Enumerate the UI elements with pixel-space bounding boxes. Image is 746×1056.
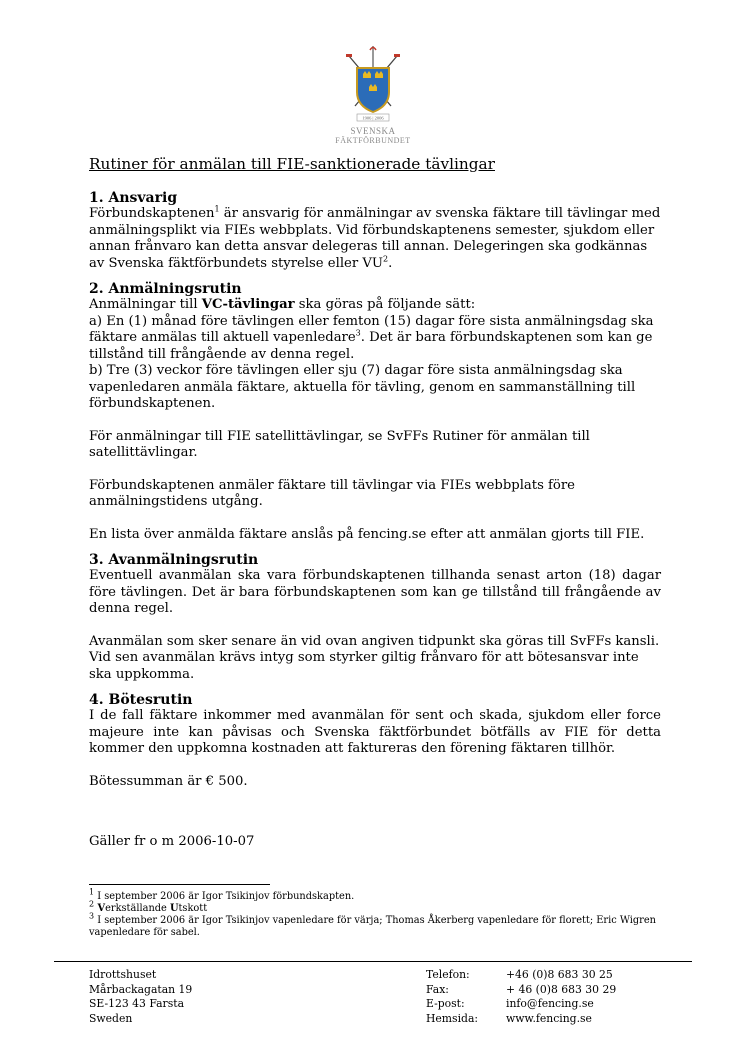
fax-value: + 46 (0)8 683 30 29: [506, 982, 617, 996]
phone-value: +46 (0)8 683 30 25: [506, 968, 613, 981]
section-heading: 4. Bötesrutin: [89, 692, 193, 708]
footnote-number: 3: [89, 911, 95, 921]
section-heading: 3. Avanmälningsrutin: [89, 552, 259, 568]
footnote-text: U: [169, 903, 179, 914]
section-paragraph: Avanmälan som sker senare än vid ovan angiven tidpunkt ska göras till SvFFs kansli. Vid sen avanmälan krävs intyg som styrker giltig frånvaro för att bötesansvar inte ska uppkomma.: [89, 633, 660, 682]
logo-line2: FÄKTFÖRBUNDET: [335, 136, 411, 145]
section-paragraph: [89, 314, 661, 364]
section-deregistration: [89, 552, 661, 683]
address-line: Mårbackagatan 19: [89, 982, 193, 996]
text: a) En (1) månad före tävlingen eller femton (15) dagar före sista anmälningsdag ska fäktare anmälas till aktuell vapenledare: [89, 313, 654, 345]
document-body: [89, 155, 661, 851]
contact-label: Fax:: [426, 982, 449, 996]
contact-label: Telefon:: [426, 968, 470, 981]
text: är ansvarig för anmälningar av svenska fäktare till tävlingar med anmälningsplikt via FIEs webbplats. Vid förbundskaptenens semester, sjukdom eller annan frånvaro kan detta ansvar delegeras till annan. Delegeringen ska godkännas av Svenska fäktförbundets styrelse eller VU: [89, 206, 661, 271]
footnote: [89, 887, 661, 903]
address-line: SE-123 43 Farsta: [89, 997, 185, 1010]
footnote-number: 1: [89, 887, 95, 897]
contact-label: Hemsida:: [426, 1011, 479, 1025]
footnote: [89, 911, 661, 939]
footnote-text: erkställande: [105, 903, 170, 914]
section-paragraph: Bötessumman är € 500.: [89, 773, 248, 789]
page-title: Rutiner för anmälan till FIE-sanktionerade tävlingar: [89, 155, 495, 173]
section-paragraph: Förbundskaptenen anmäler fäktare till tävlingar via FIEs webbplats före anmälningstidens utgång.: [89, 477, 575, 509]
footer-divider: [54, 961, 692, 962]
address-line: Sweden: [89, 1011, 133, 1025]
section-fines: [89, 692, 661, 790]
footnote-text: tskott: [178, 903, 208, 914]
text: . Det är bara förbundskaptenen som kan ge tillstånd till frångående av denna regel.: [89, 330, 653, 362]
contact-label: E-post:: [426, 997, 465, 1010]
section-paragraph: b) Tre (3) veckor före tävlingen eller sju (7) dagar före sista anmälningsdag ska vapenledaren anmäla fäktare, aktuella för tävling, genom en sammanställning till förbundskaptenen.: [89, 363, 636, 411]
footnote-ref: 3: [355, 328, 361, 338]
section-paragraph: I de fall fäktare inkommer med avanmälan för sent och skada, sjukdom eller force majeure inte kan påvisas och Svenska fäktförbundet bötfälls av FIE för detta kommer den uppkomna kostnaden att faktureras den förening fäktaren tillhör.: [89, 708, 661, 756]
footnote-text: I september 2006 är Igor Tsikinjov vapenledare för värja; Thomas Åkerberg vapenledare för florett; Eric Wigren vapenledare för sabel.: [89, 915, 656, 938]
footnote-ref: 1: [214, 204, 220, 214]
logo-years: 1906 | 2006: [362, 115, 384, 121]
footer-address: [89, 968, 192, 1026]
section-paragraph: En lista över anmälda fäktare anslås på fencing.se efter att anmälan gjorts till FIE.: [89, 526, 645, 542]
website-link[interactable]: www.fencing.se: [506, 1011, 592, 1025]
footnote-text: V: [94, 903, 106, 914]
section-paragraph: Eventuell avanmälan ska vara förbundskaptenen tillhanda senast arton (18) dagar före tävlingen. Det är bara förbundskaptenen som kan ge tillstånd till frångående av denna regel.: [89, 568, 661, 616]
text: Anmälningar till: [89, 297, 202, 312]
logo-line1: SVENSKA: [350, 126, 396, 136]
crest-icon: [333, 44, 413, 124]
email-link[interactable]: info@fencing.se: [506, 997, 594, 1010]
section-responsible: [89, 190, 661, 272]
bold-text: VC-tävlingar: [201, 297, 295, 312]
text: .: [388, 255, 393, 271]
text: Förbundskaptenen: [89, 206, 215, 221]
footnote: [89, 899, 661, 915]
valid-from: Gäller fr o m 2006-10-07: [89, 834, 255, 849]
footnote-number: 2: [89, 899, 95, 909]
footnote-text: I september 2006 är Igor Tsikinjov förbundskapten.: [94, 891, 355, 902]
footnotes: [89, 887, 661, 939]
address-line: Idrottshuset: [89, 968, 157, 981]
section-heading: 1. Ansvarig: [89, 190, 178, 206]
text: ska göras på följande sätt:: [294, 297, 476, 312]
section-paragraph: För anmälningar till FIE satellittävlingar, se SvFFs Rutiner för anmälan till satellittävlingar.: [89, 428, 590, 460]
section-paragraph: [89, 297, 661, 314]
footnote-divider: [89, 884, 270, 885]
footer-contact-labels: [426, 968, 478, 1026]
footnote-ref: 2: [382, 254, 389, 264]
footer-contact-values: [506, 968, 616, 1026]
section-registration: [89, 281, 661, 543]
section-paragraph: [89, 206, 661, 272]
section-heading: 2. Anmälningsrutin: [89, 281, 242, 297]
federation-logo: [333, 44, 413, 150]
